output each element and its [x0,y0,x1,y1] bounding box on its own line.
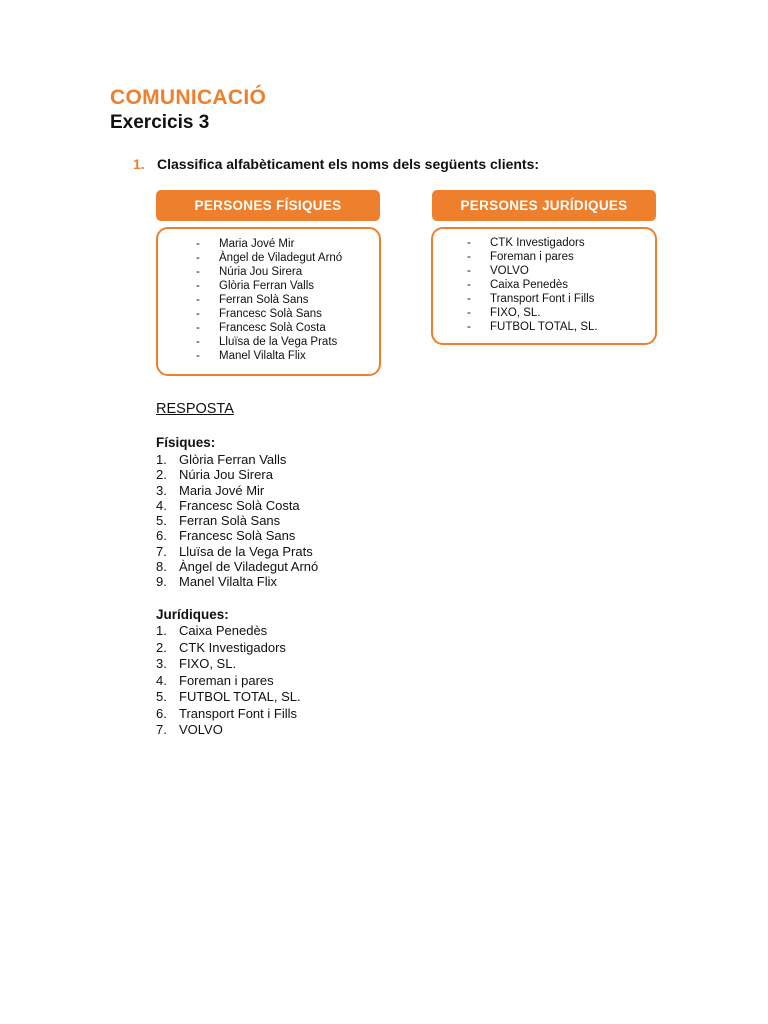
answer-number: 2. [156,467,167,483]
list-item [467,292,598,306]
answer-item [156,483,318,498]
list-item [196,321,342,335]
answer-item [156,640,301,657]
list-item-text: Foreman i pares [490,251,574,263]
list-item-text: FUTBOL TOTAL, SL. [490,321,598,333]
list-item-text: Núria Jou Sirera [219,266,303,278]
fisiques-answer-list [156,452,318,590]
list-item-text: Francesc Solà Sans [219,308,322,320]
answer-item [156,656,301,673]
list-item-text: Francesc Solà Costa [219,322,326,334]
juridiques-answer-list [156,623,301,739]
bullet-dash: - [467,279,471,291]
question-number: 1. [133,156,145,172]
answer-text: Francesc Solà Costa [179,497,300,513]
exercise-subtitle: Exercicis 3 [110,112,210,133]
answer-text: Foreman i pares [179,672,274,688]
answer-number: 1. [156,623,167,638]
answer-text: Glòria Ferran Valls [179,452,287,467]
answer-number: 5. [156,513,167,529]
list-persones-juridiques [467,236,598,334]
answer-number: 9. [156,574,167,590]
list-item [467,250,598,264]
list-item [467,236,598,250]
answer-number: 1. [156,452,167,467]
list-item [196,335,342,349]
answer-item [156,673,301,690]
answer-text: Núria Jou Sirera [179,467,273,483]
answer-number: 8. [156,559,167,575]
bullet-dash: - [467,307,471,319]
header-persones-fisiques: PERSONES FÍSIQUES [156,190,380,221]
answer-text: Manel Vilalta Flix [179,574,278,590]
answer-item [156,689,301,706]
list-item [467,278,598,292]
answer-item [156,623,301,640]
answer-title: RESPOSTA [156,401,234,417]
bullet-dash: - [196,350,200,362]
list-item [467,264,598,278]
list-item-text: CTK Investigadors [490,237,585,249]
bullet-dash: - [196,322,200,334]
list-item [196,293,342,307]
answer-text: Àngel de Viladegut Arnó [179,559,319,575]
list-item-text: Àngel de Viladegut Arnó [219,252,343,264]
answer-item [156,467,318,482]
answer-item [156,574,318,589]
list-item-text: Manel Vilalta Flix [219,350,306,362]
answer-item [156,528,318,543]
answer-text: Maria Jové Mir [179,482,265,498]
answer-number: 3. [156,482,167,498]
list-item [196,279,342,293]
list-item [467,306,598,320]
bullet-dash: - [467,251,471,263]
answer-number: 7. [156,722,167,737]
subject-title: COMUNICACIÓ [110,86,267,109]
bullet-dash: - [467,321,471,333]
list-item-text: Maria Jové Mir [219,238,295,250]
answer-item [156,513,318,528]
list-item [467,320,598,334]
answer-number: 4. [156,672,167,688]
list-item-text: Transport Font i Fills [490,293,595,305]
answer-text: Lluïsa de la Vega Prats [179,543,313,559]
list-item-text: Ferran Solà Sans [219,294,309,306]
bullet-dash: - [196,252,200,264]
answer-text: FIXO, SL. [179,656,237,671]
bullet-dash: - [196,266,200,278]
answer-number: 6. [156,528,167,544]
list-item-text: Caixa Penedès [490,279,568,291]
answer-text: CTK Investigadors [179,639,286,655]
bullet-dash: - [467,265,471,277]
list-item [196,265,342,279]
answer-text: Ferran Solà Sans [179,513,281,529]
list-item [196,251,342,265]
list-item-text: VOLVO [490,265,529,277]
answer-item [156,706,301,723]
bullet-dash: - [196,308,200,320]
list-persones-fisiques [196,237,342,363]
list-item [196,237,342,251]
answer-number: 7. [156,543,167,559]
list-item [196,307,342,321]
answer-number: 2. [156,639,167,655]
answer-number: 5. [156,689,167,704]
answer-text: VOLVO [179,722,223,737]
header-persones-juridiques: PERSONES JURÍDIQUES [432,190,656,221]
answer-item [156,452,318,467]
list-item-text: Lluïsa de la Vega Prats [219,336,338,348]
question-text: Classifica alfabèticament els noms dels següents clients: [157,156,540,172]
answer-item [156,544,318,559]
bullet-dash: - [196,280,200,292]
answer-number: 3. [156,656,167,671]
answer-item [156,498,318,513]
answer-text: Francesc Solà Sans [179,528,296,544]
box-persones-fisiques [156,227,381,376]
box-persones-juridiques [431,227,657,345]
list-item-text: Glòria Ferran Valls [219,280,315,292]
bullet-dash: - [196,294,200,306]
bullet-dash: - [196,336,200,348]
juridiques-title: Jurídiques: [156,607,229,622]
answer-item [156,559,318,574]
bullet-dash: - [467,237,471,249]
answer-text: Transport Font i Fills [179,705,297,721]
answer-text: Caixa Penedès [179,623,268,638]
answer-text: FUTBOL TOTAL, SL. [179,689,301,704]
answer-item [156,722,301,739]
fisiques-title: Físiques: [156,435,216,450]
answer-number: 4. [156,497,167,513]
list-item-text: FIXO, SL. [490,307,541,319]
list-item [196,349,342,363]
answer-number: 6. [156,705,167,721]
bullet-dash: - [196,238,200,250]
bullet-dash: - [467,293,471,305]
